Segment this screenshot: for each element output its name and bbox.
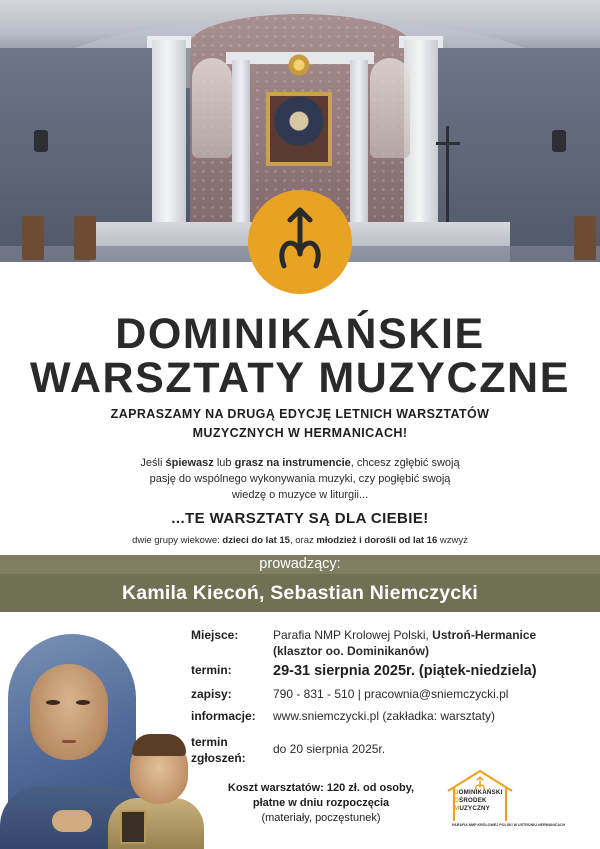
place-value-line2 <box>273 643 429 659</box>
groups-text: dwie grupy wiekowe: <box>132 535 223 546</box>
age-groups <box>0 535 600 546</box>
invite-line-2: MUZYCZNYCH W HERMANICACH! <box>192 426 408 440</box>
groups-emphasis: młodzież i dorośli od lat 16 <box>316 535 438 546</box>
angel-statue <box>370 58 410 158</box>
org-word: UZYCZNY <box>459 804 490 812</box>
cost-line-2 <box>208 796 434 811</box>
cost-line-3: (materiały, poczęstunek) <box>261 812 381 824</box>
deadline-label-1: termin <box>191 735 228 749</box>
chair <box>74 216 96 260</box>
madonna-hand <box>52 810 92 832</box>
lead-text: Jeśli <box>140 457 166 469</box>
chair <box>22 216 44 260</box>
title-line-2: WARSZTATY MUZYCZNE <box>30 354 570 402</box>
deadline-label-2: zgłoszeń: <box>191 751 246 765</box>
madonna-icon <box>270 96 328 162</box>
signup-value: 790 - 831 - 510 | pracownia@sniemczycki.pl <box>273 687 509 701</box>
lead-text: , chcesz zgłębić swoją <box>350 457 460 469</box>
slogan: ...TE WARSZTATY SĄ DLA CIEBIE! <box>171 510 429 527</box>
leaders-names: Kamila Kiecoń, Sebastian Niemczycki <box>122 582 478 604</box>
chair <box>574 216 596 260</box>
org-word: OMINIKAŃSKI <box>458 789 503 796</box>
org-initial: O <box>454 796 460 804</box>
date-label: termin: <box>191 663 232 677</box>
date-value: 29-31 sierpnia 2025r. (piątek-niedziela) <box>273 663 537 679</box>
place-value-text: Parafia NMP Krolowej Polski, <box>273 628 433 642</box>
org-word: ŚRODEK <box>459 796 487 804</box>
info-value: www.sniemczycki.pl (zakładka: warsztaty) <box>273 709 496 723</box>
signup-label: zapisy: <box>191 687 232 701</box>
lead-line-2: pasję do wspólnego wykonywania muzyki, czy pogłębić swoją <box>149 473 451 485</box>
org-initial: M <box>454 804 460 812</box>
organization-name <box>454 789 502 812</box>
place-value-line2-text: (klasztor oo. Dominikanów) <box>273 644 430 658</box>
wall-sconce <box>34 130 48 152</box>
title-line-1: DOMINIKAŃSKIE <box>115 310 485 358</box>
wall-sconce <box>552 130 566 152</box>
madonna-icon-frame <box>266 92 332 166</box>
angel-statue <box>192 58 232 158</box>
place-value-emphasis: Ustroń-Hermanice <box>432 628 537 642</box>
lead-line-1 <box>0 455 600 472</box>
madonna-eye <box>46 700 60 705</box>
sunburst-ornament <box>288 54 310 76</box>
groups-text: , oraz <box>289 535 317 546</box>
madonna-mouth <box>62 740 76 743</box>
lead-emphasis: śpiewasz <box>165 457 214 469</box>
org-name-line <box>454 805 502 813</box>
groups-text: wzwyż <box>437 535 468 546</box>
organization-logo <box>442 765 566 835</box>
child-hair <box>132 734 186 756</box>
org-name-line <box>454 789 502 797</box>
madonna-painting <box>0 610 220 849</box>
org-name-line <box>454 797 502 805</box>
org-initial: D <box>454 789 459 796</box>
workshop-logo <box>248 190 352 294</box>
cross-bar <box>436 142 460 145</box>
arrow-trident-icon <box>248 190 352 294</box>
lead-text: lub <box>213 457 235 469</box>
invite-line-1: ZAPRASZAMY NA DRUGĄ EDYCJĘ LETNICH WARSZTATÓW <box>110 407 490 421</box>
info-label: informacje: <box>191 709 256 723</box>
organization-subtitle: PARAFIA NMP KRÓLOWEJ POLSKI W USTRONIU-HERMANICACH <box>452 823 566 827</box>
cost-line-2-text: płatne w dniu rozpoczęcia <box>252 797 390 809</box>
deadline-value: do 20 sierpnia 2025r. <box>273 742 386 756</box>
cost-line-1-text: Koszt warsztatów: 120 zł. od osoby, <box>227 782 415 794</box>
book <box>120 810 146 844</box>
place-value <box>273 627 536 643</box>
madonna-eye <box>76 700 90 705</box>
place-label: Miejsce: <box>191 628 239 642</box>
lead-line-3: wiedzę o muzyce w liturgii... <box>231 489 369 501</box>
groups-emphasis: dzieci do lat 15 <box>222 535 290 546</box>
lead-emphasis: grasz na instrumencie <box>234 457 351 469</box>
madonna-face <box>30 664 108 760</box>
leaders-label: prowadzący: <box>259 556 341 572</box>
cost-line-1 <box>208 781 434 796</box>
